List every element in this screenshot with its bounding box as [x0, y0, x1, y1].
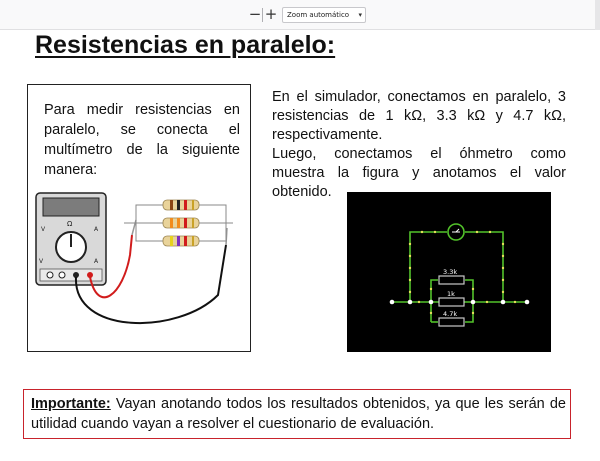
circuit-simulator-image — [347, 192, 551, 352]
ohm-symbol: Ω — [67, 220, 73, 228]
jack — [59, 272, 65, 278]
multimeter-illustration — [28, 185, 252, 351]
important-label: Importante: — [31, 396, 111, 412]
resistor-3 — [136, 236, 226, 246]
pdf-toolbar — [0, 0, 600, 30]
ac-volt-symbol: V — [39, 258, 44, 265]
simulator-description — [272, 88, 566, 202]
instruction-box — [27, 84, 251, 352]
svg-text:3.3k: 3.3k — [443, 268, 458, 276]
red-probe-tip — [132, 220, 136, 235]
slide-title: Resistencias en paralelo: — [35, 31, 336, 59]
instruction-text: Para medir resistencias en paralelo, se conecta el multímetro de la siguiente manera: — [44, 102, 240, 178]
toolbar-separator — [262, 8, 263, 22]
circuit-resistor-1k — [439, 290, 464, 306]
zoom-select-value: Zoom automático — [287, 11, 350, 19]
volt-symbol: V — [41, 226, 46, 233]
important-note — [31, 394, 566, 434]
multimeter-display — [43, 198, 99, 216]
chevron-down-icon: ▾ — [358, 11, 362, 19]
zoom-select[interactable] — [282, 7, 366, 23]
resistor-2 — [136, 218, 226, 228]
scrollbar-track[interactable] — [595, 0, 600, 30]
ac-amp-symbol: A — [94, 258, 99, 265]
jack — [47, 272, 53, 278]
resistor-1 — [136, 200, 226, 210]
zoom-in-button[interactable]: + — [264, 5, 278, 23]
important-text: Vayan anotando todos los resultados obtenidos, ya que les serán de utilidad cuando vayan a resolver el cuestionario de evaluación. — [31, 396, 566, 432]
important-note-box — [23, 389, 571, 439]
svg-text:1k: 1k — [447, 290, 455, 298]
circuit-resistor-3-3k — [439, 268, 464, 284]
svg-text:4.7k: 4.7k — [443, 310, 458, 318]
description-paragraph-2: Luego, conectamos el óhmetro como muestra la figura y anotamos el valor obtenido. — [272, 146, 566, 200]
zoom-out-button[interactable]: − — [248, 5, 262, 23]
circuit-resistor-4-7k — [439, 310, 464, 326]
amp-symbol: A — [94, 226, 99, 233]
ohmmeter-icon — [448, 224, 464, 240]
description-paragraph-1: En el simulador, conectamos en paralelo, 3 resistencias de 1 kΩ, 3.3 kΩ y 4.7 kΩ, respectivamente. — [272, 89, 566, 143]
